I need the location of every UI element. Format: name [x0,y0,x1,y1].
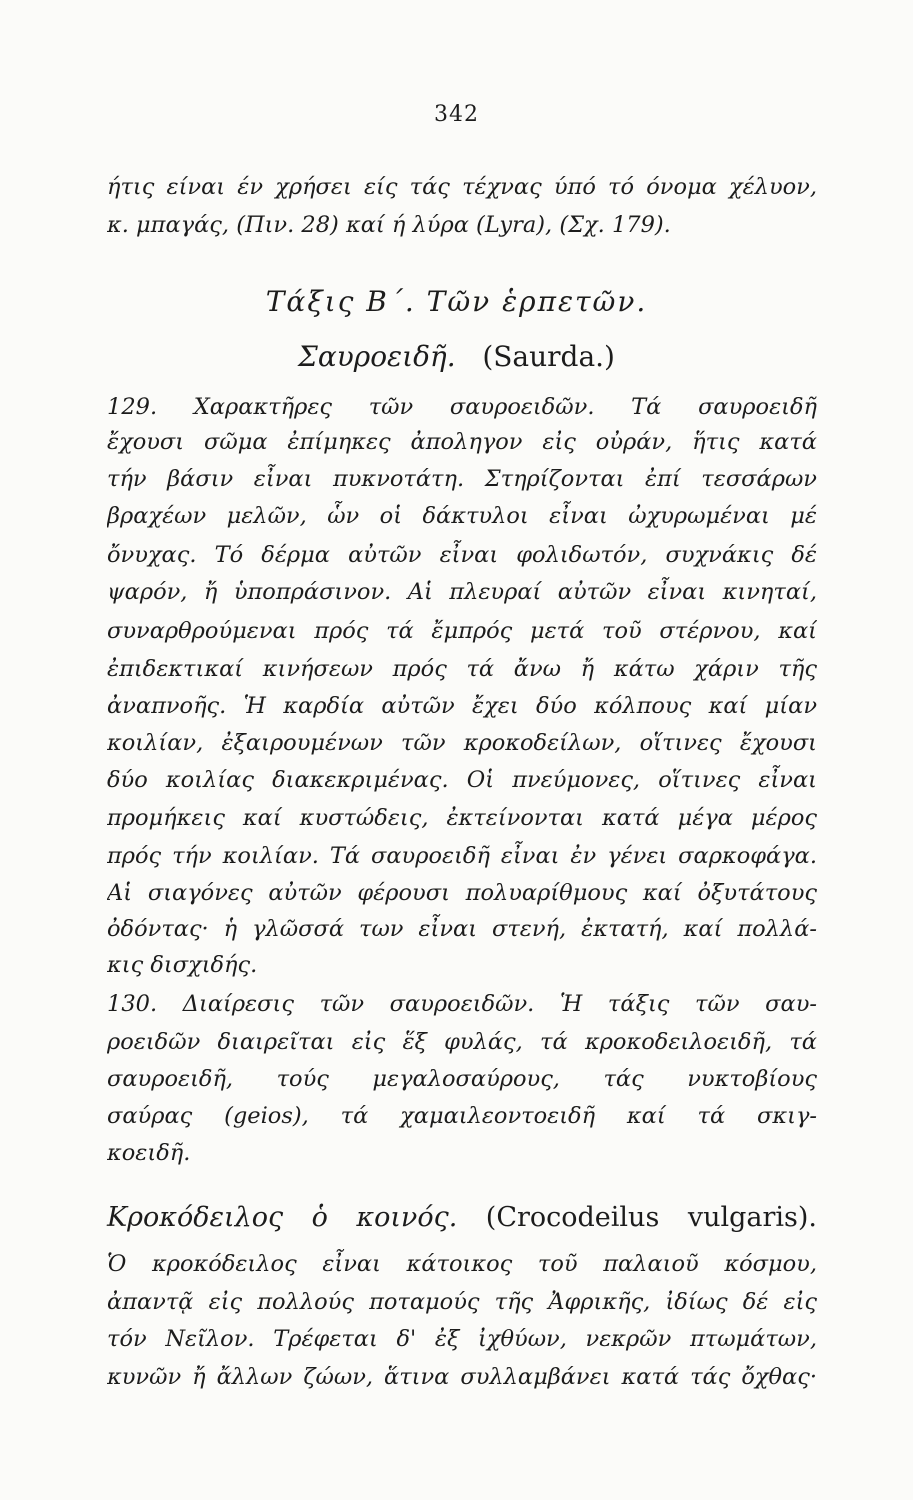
species-heading-latin: (Crocodeilus vulgaris). [485,1202,817,1233]
species-heading [107,1202,817,1233]
text-line: ὀδόντας· ἡ γλῶσσά των εἶναι στενή, ἐκτατή, καί πολλά- [107,916,817,942]
text-line: πρός τήν κοιλίαν. Τά σαυροειδῆ εἶναι ἐν γένει σαρκοφάγα. [107,843,817,869]
text-line: ήτις είναι έν χρήσει είς τάς τέχνας ύπό τό όνομα χέλυον, [107,174,817,200]
text-line: δύο κοιλίας διακεκριμένας. Οἱ πνεύμονες, οἵτινες εἶναι [107,767,817,793]
order-heading: Τάξις Β΄. Τῶν ἑρπετῶν. [265,285,648,318]
text-line: ὄνυχας. Τό δέρμα αὐτῶν εἶναι φολιδωτόν, συχνάκις δέ [107,542,817,568]
text-line: ἀναπνοῆς. Ἡ καρδία αὐτῶν ἔχει δύο κόλπους καί μίαν [107,693,817,719]
text-line: κοιλίαν, ἐξαιρουμένων τῶν κροκοδείλων, οἵτινες ἔχουσι [107,730,817,756]
text-line: ψαρόν, ἤ ὑποπράσινον. Αἱ πλευραί αὐτῶν εἶναι κινηταί, [107,579,817,605]
text-line: ἐπιδεκτικαί κινήσεων πρός τά ἄνω ἤ κάτω χάριν τῆς [107,656,817,682]
text-line: Ὁ κροκόδειλος εἶναι κάτοικος τοῦ παλαιοῦ κόσμου, [107,1251,817,1277]
text-line: κ. μπαγάς, (Πιν. 28) καί ή λύρα (Lyra), (Σχ. 179). [107,212,671,238]
text-line: 130. Διαίρεσις τῶν σαυροειδῶν. Ἡ τάξις τῶν σαυ- [107,991,817,1017]
text-line: σαυροειδῆ, τούς μεγαλοσαύρους, τάς νυκτοβίους [107,1066,817,1092]
text-line: προμήκεις καί κυστώδεις, ἐκτείνονται κατά μέγα μέρος [107,805,817,831]
text-line: ἀπαντᾷ εἰς πολλούς ποταμούς τῆς Ἀφρικῆς, ἰδίως δέ εἰς [107,1289,817,1315]
family-heading [0,340,913,373]
text-line: βραχέων μελῶν, ὧν οἱ δάκτυλοι εἶναι ὠχυρωμέναι μέ [107,503,817,529]
text-line: τόν Νεῖλον. Τρέφεται δ' ἐξ ἰχθύων, νεκρῶν πτωμάτων, [107,1326,817,1352]
species-heading-greek: Κροκόδειλος ὁ κοινός. [107,1202,458,1233]
text-line: τήν βάσιν εἶναι πυκνοτάτη. Στηρίζονται ἐπί τεσσάρων [107,466,817,492]
text-line: σαύρας (geios), τά χαμαιλεοντοειδῆ καί τά σκιγ- [107,1103,817,1129]
text-line: κις δισχιδής. [107,952,258,978]
text-line: ἔχουσι σῶμα ἐπίμηκες ἀποληγον εἰς οὐράν, ἥτις κατά [107,429,817,455]
text-line: συναρθρούμεναι πρός τά ἔμπρός μετά τοῦ στέρνου, καί [107,618,817,644]
family-heading-greek: Σαυροειδῆ. [298,340,456,373]
text-line: 129. Χαρακτῆρες τῶν σαυροειδῶν. Τά σαυροειδῆ [107,394,817,420]
text-line: κυνῶν ἤ ἄλλων ζώων, ἅτινα συλλαμβάνει κατά τάς ὄχθας· [107,1364,817,1390]
page-number: 342 [434,102,479,127]
family-heading-latin: (Saurda.) [482,340,615,373]
text-line: Αἱ σιαγόνες αὐτῶν φέρουσι πολυαρίθμους καί ὀξυτάτους [107,880,817,906]
text-line: ροειδῶν διαιρεῖται εἰς ἕξ φυλάς, τά κροκοδειλοειδῆ, τά [107,1029,817,1055]
text-line: κοειδῆ. [107,1140,191,1166]
